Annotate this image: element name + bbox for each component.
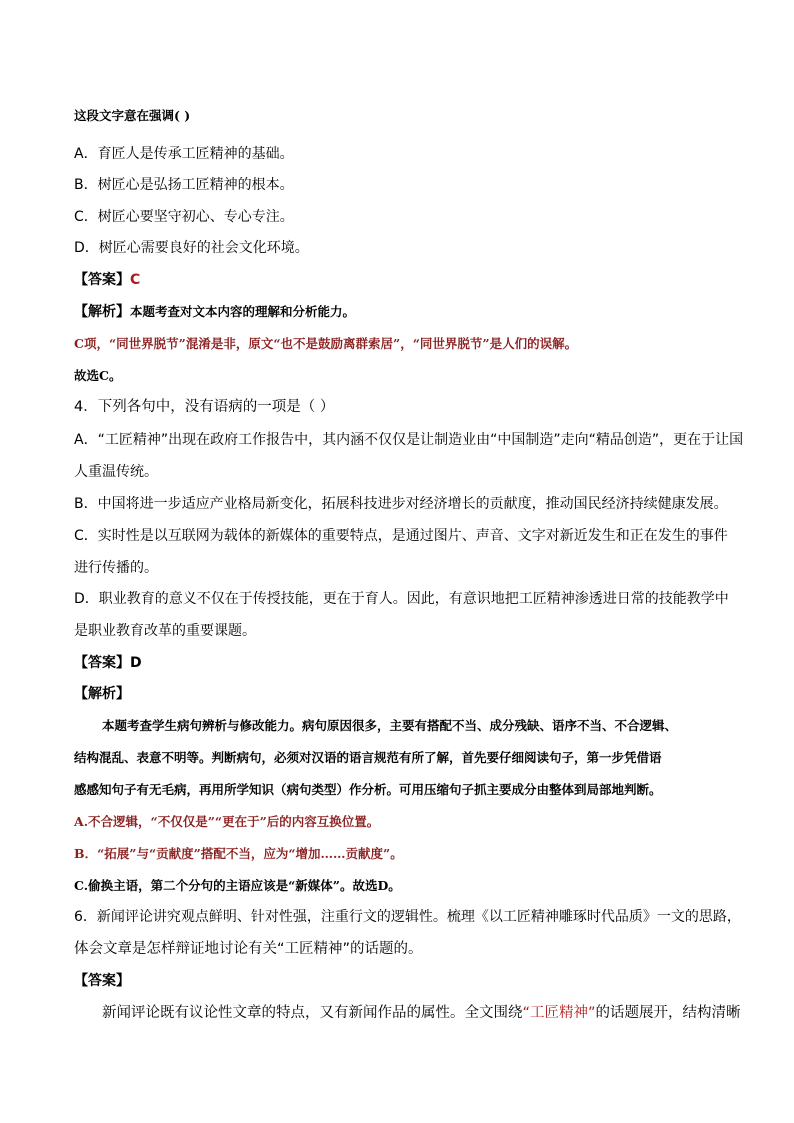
analysis-label: 【解析】 (74, 304, 130, 320)
question-3-option-a: A．育匠人是传承工匠精神的基础。 (74, 146, 294, 162)
question-6-stem-line1: 6．新闻评论讲究观点鲜明、针对性强，注重行文的逻辑性。梳理《以工匠精神雕琢时代品质》一文的思路， (74, 909, 741, 925)
question-4-note-b: B．“拓展”与“贡献度”搭配不当，应为“增加……贡献度”。 (74, 846, 403, 861)
question-4-option-d-line1: D．职业教育的意义不仅在于传授技能，更在于育人。因此，有意识地把工匠精神渗透进日常的技能教学中 (74, 591, 729, 607)
answer-text-post: 的话题展开，结构清晰 (595, 1005, 741, 1021)
question-4-analysis-line1: 本题考查学生病句辨析与修改能力。病句原因很多，主要有搭配不当、成分残缺、语序不当、不合逻辑、 (102, 718, 678, 733)
question-3-option-b: B．树匠心是弘扬工匠精神的根本。 (74, 177, 294, 193)
question-3-option-d: D．树匠心需要良好的社会文化环境。 (74, 240, 309, 256)
question-4-stem: 4．下列各句中，没有语病的一项是（ ） (74, 399, 335, 415)
answer-value: C (130, 272, 141, 288)
question-6-answer-label: 【答案】 (74, 973, 130, 989)
question-3-conclusion: 故选C。 (74, 368, 122, 383)
answer-text-pre: 新闻评论既有议论性文章的特点，又有新闻作品的属性。全文围绕 (102, 1005, 523, 1021)
question-4-option-a-line2: 人重温传统。 (74, 464, 158, 480)
question-3-analysis-detail: C项，“同世界脱节”混淆是非，原文“也不是鼓励离群索居”，“同世界脱节”是人们的误解。 (74, 336, 578, 351)
question-4-analysis-label: 【解析】 (74, 686, 130, 702)
answer-label: 【答案】 (74, 272, 130, 288)
question-3-option-c: C．树匠心要坚守初心、专心专注。 (74, 209, 294, 225)
question-4-option-a-line1: A．“工匠精神”出现在政府工作报告中，其内涵不仅仅是让制造业由“中国制造”走向“精品创造”，更在于让国 (74, 432, 744, 448)
question-4-answer (74, 653, 142, 673)
analysis-text: 本题考查对文本内容的理解和分析能力。 (130, 304, 356, 319)
question-6-stem-line2: 体会文章是怎样辩证地讨论有关“工匠精神”的话题的。 (74, 941, 423, 957)
question-4-option-c-line2: 进行传播的。 (74, 560, 158, 576)
question-4-option-d-line2: 是职业教育改革的重要课题。 (74, 623, 256, 639)
answer-value: D (130, 655, 142, 671)
question-4-analysis-line2: 结构混乱、表意不明等。判断病句，必须对汉语的语言规范有所了解，首先要仔细阅读句子，第一步凭借语 (74, 750, 662, 765)
question-3-stem: 这段文字意在强调( ) (74, 108, 191, 123)
question-4-analysis-line3: 感感知句子有无毛病，再用所学知识（病句类型）作分析。可用压缩句子抓主要成分由整体到局部地判断。 (74, 782, 662, 797)
question-3-analysis (74, 302, 355, 322)
question-4-note-c: C.偷换主语，第二个分句的主语应该是“新媒体”。故选D。 (74, 878, 401, 893)
question-4-option-b: B．中国将进一步适应产业格局新变化，拓展科技进步对经济增长的贡献度，推动国民经济持续健康发展。 (74, 496, 728, 512)
question-4-note-a: A.不合逻辑，“不仅仅是”“更在于”后的内容互换位置。 (74, 814, 380, 829)
question-4-option-c-line1: C．实时性是以互联网为载体的新媒体的重要特点，是通过图片、声音、文字对新近发生和正在发生的事件 (74, 528, 728, 544)
answer-text-highlight: “工匠精神” (522, 1005, 596, 1021)
question-3-answer (74, 270, 140, 290)
question-6-answer-text (102, 1003, 741, 1023)
answer-label: 【答案】 (74, 655, 130, 671)
